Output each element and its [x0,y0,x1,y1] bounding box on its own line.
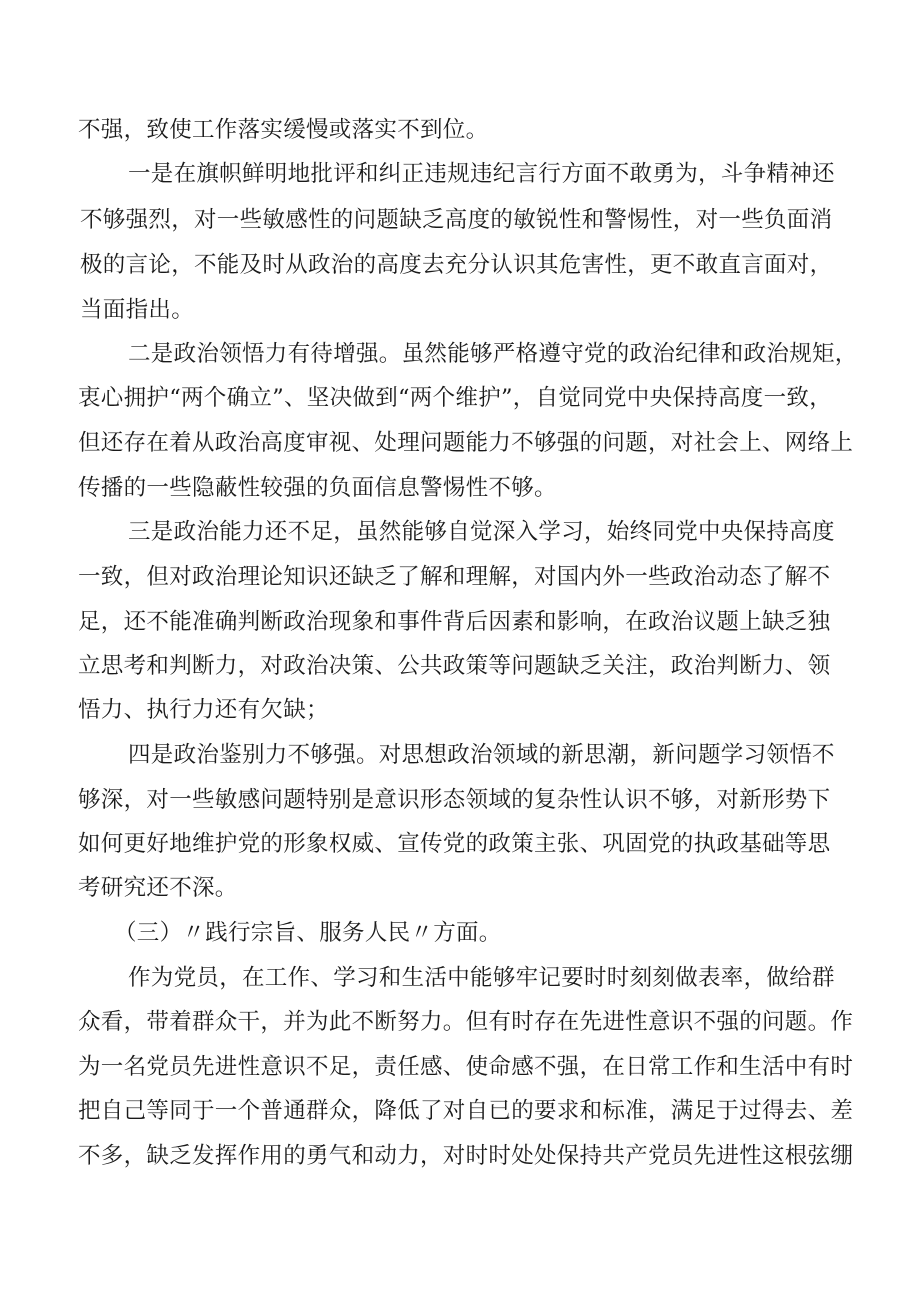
text-line: 众看，带着群众干，并为此不断努力。但有时存在先进性意识不强的问题。作 [78,1009,854,1035]
text-line: 不够强烈，对一些敏感性的问题缺乏高度的敏锐性和警惕性，对一些负面消 [80,207,833,233]
paragraph-2-start: 二是政治领悟力有待增强。虽然能够严格遵守党的政治纪律和政治规矩， [128,341,858,367]
text-line: 把自己等同于一个普通群众，降低了对自已的要求和标准，满足于过得去、差 [78,1098,854,1124]
paragraph-5-start: 作为党员，在工作、学习和生活中能够牢记要时时刻刻做表率，做给群 [128,965,835,991]
section-heading: （三）〃践行宗旨、服务人民〃方面。 [114,920,502,946]
text-line: 当面指出。 [80,297,195,323]
text-line: 立思考和判断力，对政治决策、公共政策等问题缺乏关注，政治判断力、领 [78,653,831,679]
text-line: 够深，对一些敏感问题特别是意识形态领域的复杂性认识不够，对新形势下 [78,787,831,813]
text-line: 但还存在着从政治高度审视、处理问题能力不够强的问题，对社会上、网络上 [78,430,854,456]
text-line: 为一名党员先进性意识不足，责任感、使命感不强，在日常工作和生活中有时 [78,1054,854,1080]
text-line: 衷心拥护“两个确立”、坚决做到“两个维护”，自觉同党中央保持高度一致， [78,385,833,411]
text-line: 悟力、执行力还有欠缺； [78,697,329,723]
text-line: 足，还不能准确判断政治现象和事件背后因素和影响，在政治议题上缺乏独 [78,609,831,635]
text-line: 传播的一些隐蔽性较强的负面信息警惕性不够。 [78,475,557,501]
paragraph-1-start: 一是在旗帜鲜明地批评和纠正违规违纪言行方面不敢勇为，斗争精神还 [128,161,835,187]
text-line: 极的言论，不能及时从政治的高度去充分认识其危害性，更不敢直言面对， [80,252,833,278]
text-line: 如何更好地维护党的形象权威、宣传党的政策主张、巩固党的执政基础等思 [78,831,831,857]
paragraph-4-start: 四是政治鉴别力不够强。对思想政治领域的新思潮，新问题学习领悟不 [128,742,835,768]
text-line: 考研究还不深。 [78,875,238,901]
text-line: 不强，致使工作落实缓慢或落实不到位。 [78,117,489,143]
text-line: 一致，但对政治理论知识还缺乏了解和理解，对国内外一些政治动态了解不 [78,564,831,590]
paragraph-3-start: 三是政治能力还不足，虽然能够自觉深入学习，始终同党中央保持高度 [128,519,835,545]
text-line: 不多，缺乏发挥作用的勇气和动力，对时时处处保持共产党员先进性这根弦绷 [78,1143,854,1169]
